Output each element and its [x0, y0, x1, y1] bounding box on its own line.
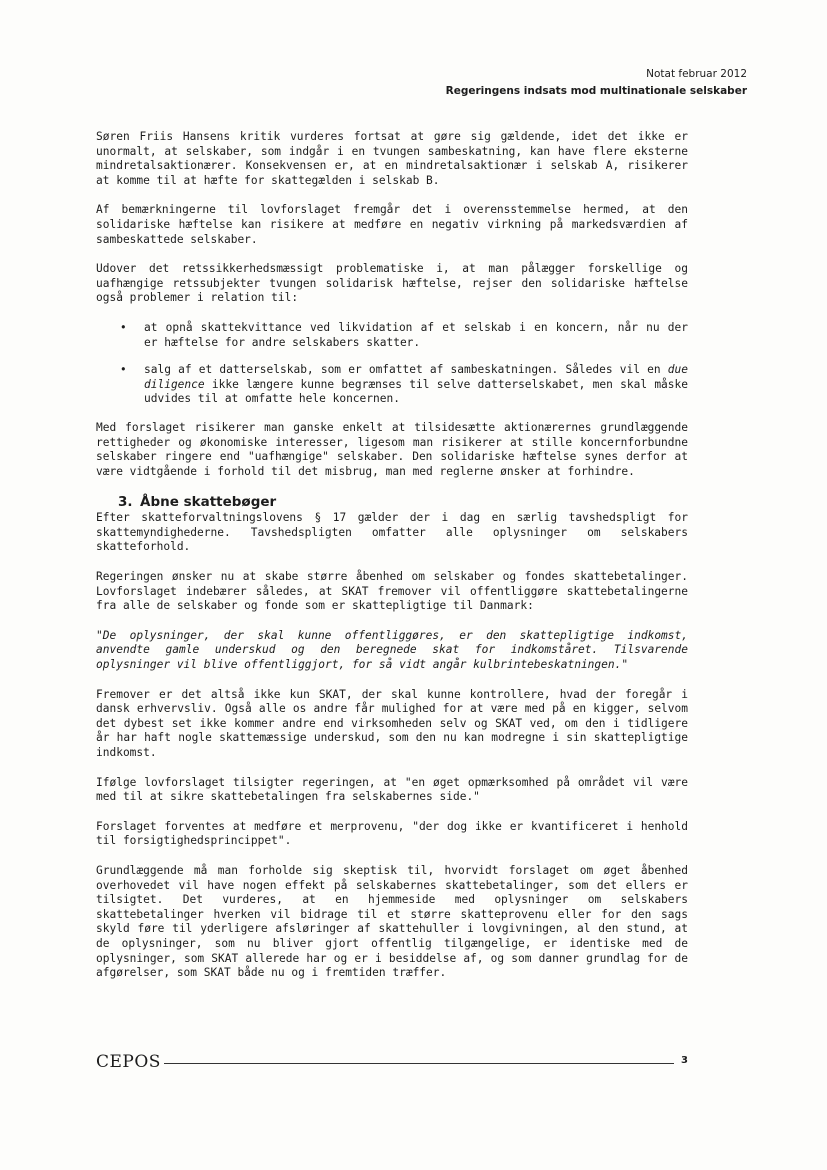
bullet-text: at opnå skattekvittance ved likvidation af et selskab i en koncern, når nu der er hæftelse for andre selskabers skatter.: [144, 320, 688, 349]
cepos-logo: CEPOS: [96, 1052, 161, 1072]
bullet-text-italic: due diligence: [144, 363, 688, 391]
bullet-item: [96, 363, 688, 407]
bullet-text-post: ikke længere kunne begrænses til selve datterselskabet, men skal måske udvides til at omfatte hele koncernen.: [144, 377, 688, 406]
paragraph: Efter skatteforvaltningslovens § 17 gælder der i dag en særlig tavshedspligt for skattemyndighederne. Tavshedspligten omfatter alle oplysninger om selskabers skatteforhold.: [96, 511, 688, 554]
bullet-item: [96, 321, 688, 350]
section-title: Åbne skattebøger: [140, 494, 277, 511]
paragraph: Med forslaget risikerer man ganske enkelt at tilsidesætte aktionærernes grundlæggende rettigheder og økonomiske interesser, ligesom man risikerer at stille koncernforbundne selskaber ringere end "uafhængige" selskaber. Den solidariske hæftelse synes derfor at være vidtgående i forhold til det misbrug, man med reglerne ønsker at forhindre.: [96, 420, 688, 478]
paragraph: Regeringen ønsker nu at skabe større åbenhed om selskaber og fondes skattebetalinger. Lovforslaget indebærer således, at SKAT fremover vil offentliggøre skattebetalingerne fra alle de selskaber og fonde som er skattepligtige til Danmark:: [96, 570, 688, 613]
paragraph: Forslaget forventes at medføre et merprovenu, "der dog ikke er kvantificeret i henhold til forsigtighedsprincippet".: [96, 819, 688, 848]
block-quote: "De oplysninger, der skal kunne offentliggøres, er den skattepligtige indkomst, anvendte gamle underskud og den beregnede skat for indkomståret. Tilsvarende oplysninger vil blive offentliggjort, for så vidt angår kulbrintebeskatningen.": [96, 628, 688, 672]
section-number: 3.: [118, 494, 133, 511]
header-title: Regeringens indsats mod multinationale selskaber: [445, 85, 747, 97]
bullet-text-pre: salg af et datterselskab, som er omfattet af sambeskatningen. Således vil en: [144, 363, 668, 377]
paragraph: Fremover er det altså ikke kun SKAT, der skal kunne kontrollere, hvad der foregår i dansk erhvervsliv. Også alle os andre får mulighed for at være med på en kigger, selvom det dybest set ikke kommer andre end virksomheden selv og SKAT ved, om den i tidligere år har haft nogle skattemæssige underskud, som den nu kan modregne i sin skattepligtige indkomst.: [96, 687, 688, 759]
paragraph: Af bemærkningerne til lovforslaget fremgår det i overensstemmelse hermed, at den solidariske hæftelse kan risikere at medføre en negativ virkning på markedsværdien af sambeskattede selskaber.: [96, 203, 688, 246]
bullet-list: [96, 321, 688, 407]
page-footer: [96, 1052, 688, 1074]
paragraph: Udover det retssikkerhedsmæssigt problematiske i, at man pålægger forskellige og uafhængige retssubjekter tvungen solidarisk hæftelse, rejser den solidariske hæftelse også problemer i relation til:: [96, 262, 688, 305]
paragraph: Søren Friis Hansens kritik vurderes fortsat at gøre sig gældende, idet det ikke er unormalt, at selskaber, som indgår i en tvungen sambeskatning, kan have flere eksterne mindretalsaktionærer. Konsekvensen er, at en mindretalsaktionær i selskab A, risikerer at komme til at hæfte for skattegælden i selskab B.: [96, 130, 688, 187]
section-heading: [118, 494, 688, 511]
paragraph: Ifølge lovforslaget tilsigter regeringen, at "en øget opmærksomhed på området vil være med til at sikre skattebetalingen fra selskabernes side.": [96, 775, 688, 804]
page-header: [446, 66, 747, 100]
page-number: 3: [681, 1055, 688, 1066]
footer-rule: [164, 1063, 674, 1064]
document-body: [96, 130, 688, 996]
paragraph: Grundlæggende må man forholde sig skeptisk til, hvorvidt forslaget om øget åbenhed overhovedet vil have nogen effekt på selskabernes skattebetalinger, som det ellers er tilsigtet. Det vurderes, at en hjemmeside med oplysninger om selskabers skattebetalinger hverken vil bidrage til et større skatteprovenu eller for den sags skyld føre til yderligere afsløringer af skattehuller i lovgivningen, al den stund, at de oplysninger, som nu bliver gjort offentlig tilgængelige, er identiske med de oplysninger, som SKAT allerede har og er i besiddelse af, og som danner grundlag for de afgørelser, som SKAT både nu og i fremtiden træffer.: [96, 863, 688, 980]
header-date: Notat februar 2012: [646, 68, 747, 80]
